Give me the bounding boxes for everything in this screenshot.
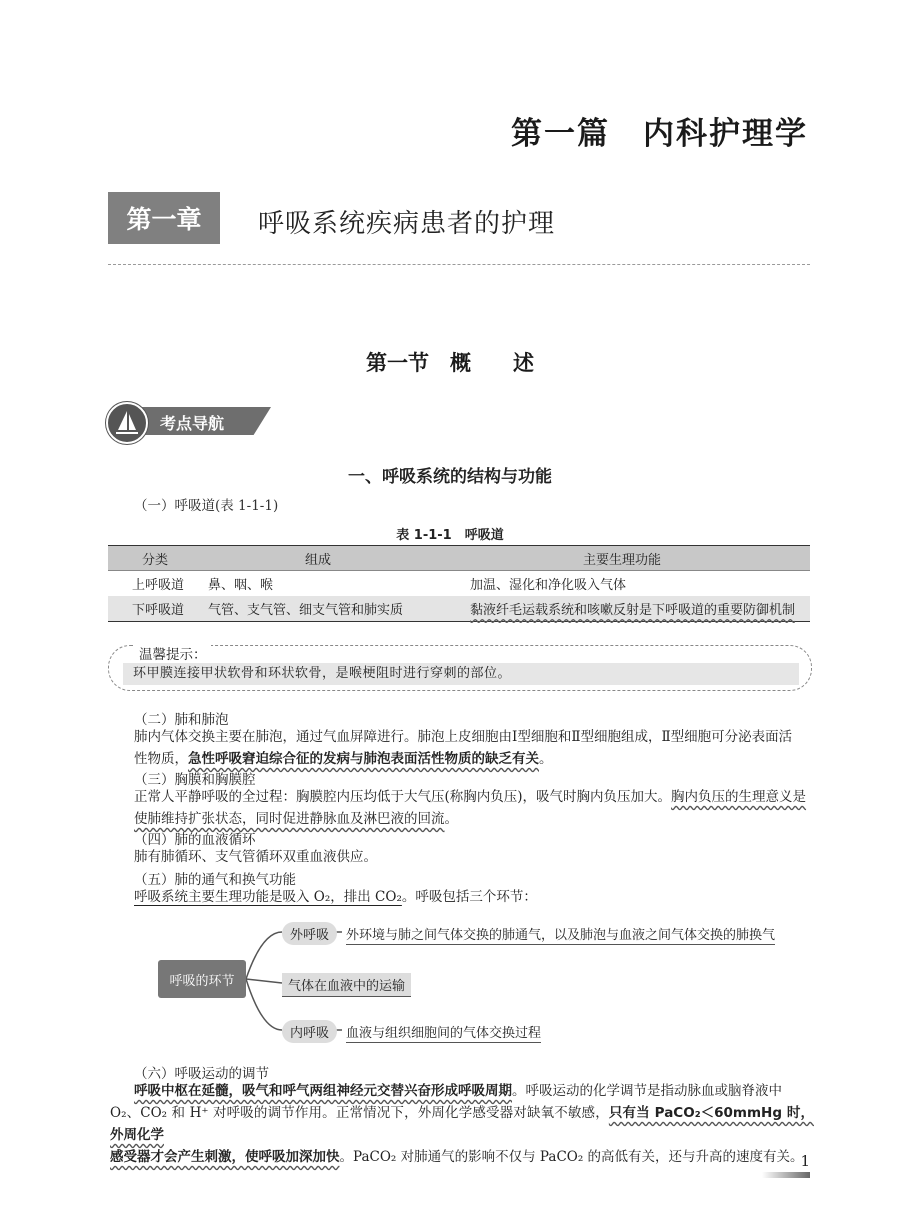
- table-cell: 鼻、咽、喉: [202, 571, 434, 597]
- subheading-ventilation: （五）肺的通气和换气功能: [134, 872, 296, 888]
- table-header: 主要生理功能: [434, 546, 810, 571]
- table-reference: (表 1-1-1): [215, 498, 279, 514]
- chapter-label: 第一章: [108, 192, 220, 244]
- text-span: 。PaCO₂ 对肺通气的影响不仅与 PaCO₂ 的高低有关，还与升高的速度有关。: [339, 1149, 804, 1165]
- key-point: 使肺维持扩张状态，同时促进静脉血及淋巴液的回流: [134, 811, 445, 827]
- text-line: [134, 1080, 814, 1102]
- text-span: 。呼吸包括三个环节：: [401, 889, 537, 905]
- text-span: 性物质，: [134, 751, 188, 767]
- mindmap-node-external: 外呼吸: [282, 922, 337, 945]
- mindmap-center: 呼吸的环节: [158, 960, 246, 998]
- subheading-lung-alveoli: （二）肺和肺泡: [134, 712, 229, 728]
- key-point: 呼吸系统主要生理功能是吸入 O₂，排出 CO₂: [134, 889, 402, 905]
- paragraph-blood-circulation: 肺有肺循环、支气管循环双重血液供应。: [134, 849, 377, 865]
- nav-badge-label: 考点导航: [160, 414, 225, 433]
- key-point: 胸内负压的生理意义是: [671, 789, 807, 805]
- table-header: 分类: [108, 546, 202, 571]
- table-cell: 上呼吸道: [108, 571, 202, 597]
- heading-structure-function: 一、呼吸系统的结构与功能: [348, 467, 552, 487]
- key-point: 急性呼吸窘迫综合征的发病与肺泡表面活性物质的缺乏有关: [188, 751, 539, 767]
- tip-label: 温馨提示：: [135, 643, 211, 663]
- subheading-blood-circulation: （四）肺的血液循环: [134, 832, 256, 848]
- subheading-regulation: （六）呼吸运动的调节: [134, 1066, 269, 1082]
- text-line: 肺内气体交换主要在肺泡，通过气血屏障进行。肺泡上皮细胞由Ⅰ型细胞和Ⅱ型细胞组成，Ⅱ型细胞可分泌表面活: [134, 729, 793, 745]
- section-title: 第一节 概 述: [366, 350, 534, 375]
- page-number: 1: [800, 1152, 810, 1170]
- text-span: 正常人平静呼吸的全过程：胸膜腔内压均低于大气压(称胸内负压)，吸气时胸内负压加大。: [134, 789, 672, 805]
- table-cell: 加温、湿化和净化吸入气体: [434, 571, 810, 597]
- text-line: [110, 1146, 814, 1168]
- text-span: 。: [444, 811, 458, 827]
- mindmap-desc-external: 外环境与肺之间气体交换的肺通气，以及肺泡与血液之间气体交换的肺换气: [346, 924, 775, 945]
- table-cell: 气管、支气管、细支气管和肺实质: [202, 596, 434, 622]
- text-line: [110, 1102, 814, 1146]
- tip-text: 环甲膜连接甲状软骨和环状软骨，是喉梗阻时进行穿刺的部位。: [123, 663, 799, 685]
- key-point: 感受器才会产生刺激，使呼吸加深加快: [110, 1149, 340, 1165]
- text-span: 。: [539, 751, 553, 767]
- mindmap-node-internal: 内呼吸: [282, 1020, 337, 1043]
- key-point: 只有当 PaCO₂＜60mmHg 时，外周化学: [110, 1105, 814, 1143]
- table-cell: 下呼吸道: [108, 596, 202, 622]
- text-span: O₂、CO₂ 和 H⁺ 对呼吸的调节作用。正常情况下，外周化学感受器对缺氧不敏感，: [110, 1105, 609, 1121]
- page-number-bar: [762, 1172, 810, 1178]
- part-title: 第一篇 内科护理学: [511, 116, 808, 152]
- paragraph-regulation: [110, 1080, 814, 1168]
- chapter-title: 呼吸系统疾病患者的护理: [258, 209, 556, 239]
- subheading-airway-label: （一）呼吸道: [134, 498, 215, 514]
- subheading-pleura: （三）胸膜和胸膜腔: [134, 772, 256, 788]
- table-cell-emphasis: 黏液纤毛运载系统和咳嗽反射是下呼吸道的重要防御机制: [470, 603, 796, 618]
- mindmap-node-transport: 气体在血液中的运输: [282, 973, 411, 997]
- text-span: 。呼吸运动的化学调节是指动脉血或脑脊液中: [512, 1083, 782, 1099]
- mindmap-desc-internal: 血液与组织细胞间的气体交换过程: [346, 1022, 541, 1043]
- table-header: 组成: [202, 546, 434, 571]
- table-caption: 表 1-1-1 呼吸道: [396, 528, 504, 543]
- key-point: 呼吸中枢在延髓，吸气和呼气两组神经元交替兴奋形成呼吸周期: [134, 1083, 512, 1099]
